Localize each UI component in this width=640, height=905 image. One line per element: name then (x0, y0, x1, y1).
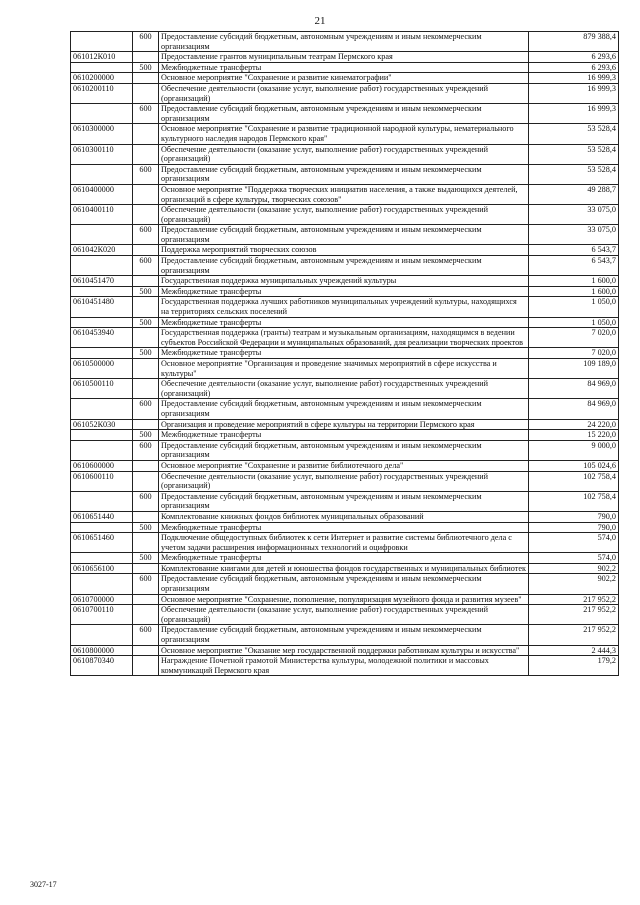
table-row (71, 645, 619, 656)
expense-type-cell: 600 (133, 440, 159, 460)
amount-cell: 902,2 (529, 574, 619, 594)
table-row (71, 359, 619, 379)
expense-type-cell: 600 (133, 225, 159, 245)
table-row (71, 419, 619, 430)
amount-cell: 902,2 (529, 563, 619, 574)
amount-cell: 6 293,6 (529, 62, 619, 73)
amount-cell: 790,0 (529, 511, 619, 522)
code-cell (71, 286, 133, 297)
code-cell: 0610400110 (71, 205, 133, 225)
expense-type-cell (133, 276, 159, 287)
amount-cell: 217 952,2 (529, 594, 619, 605)
item-name-cell: Предоставление субсидий бюджетным, автономным учреждениям и иным некоммерческим организациям (159, 32, 529, 52)
expense-type-cell: 600 (133, 491, 159, 511)
table-row (71, 144, 619, 164)
expense-type-cell (133, 124, 159, 144)
amount-cell: 84 969,0 (529, 399, 619, 419)
expense-type-cell: 600 (133, 625, 159, 645)
table-row (71, 245, 619, 256)
expense-type-cell (133, 419, 159, 430)
amount-cell: 15 220,0 (529, 430, 619, 441)
code-cell: 0610700110 (71, 605, 133, 625)
expense-type-cell (133, 245, 159, 256)
item-name-cell: Основное мероприятие "Сохранение и развитие традиционной народной культуры, нематериального культурного наследия народов Пермского края" (159, 124, 529, 144)
expense-type-cell (133, 144, 159, 164)
amount-cell: 217 952,2 (529, 605, 619, 625)
code-cell (71, 317, 133, 328)
expense-type-cell: 600 (133, 32, 159, 52)
item-name-cell: Основное мероприятие "Сохранение и развитие кинематографии" (159, 73, 529, 84)
code-cell (71, 430, 133, 441)
item-name-cell: Основное мероприятие "Организация и проведение значимых мероприятий в сфере искусства и культуры" (159, 359, 529, 379)
item-name-cell: Предоставление субсидий бюджетным, автономным учреждениям и иным некоммерческим организациям (159, 399, 529, 419)
code-cell: 0610651460 (71, 533, 133, 553)
code-cell: 061052К030 (71, 419, 133, 430)
item-name-cell: Предоставление грантов муниципальным театрам Пермского края (159, 52, 529, 63)
item-name-cell: Межбюджетные трансферты (159, 286, 529, 297)
amount-cell: 1 050,0 (529, 317, 619, 328)
table-row (71, 256, 619, 276)
table-row (71, 430, 619, 441)
expense-type-cell (133, 605, 159, 625)
page-number: 21 (314, 15, 326, 27)
table-row (71, 164, 619, 184)
amount-cell: 1 600,0 (529, 276, 619, 287)
item-name-cell: Межбюджетные трансферты (159, 62, 529, 73)
amount-cell: 2 444,3 (529, 645, 619, 656)
expense-type-cell: 600 (133, 574, 159, 594)
expense-type-cell (133, 533, 159, 553)
expense-type-cell: 600 (133, 104, 159, 124)
code-cell (71, 104, 133, 124)
expense-type-cell: 600 (133, 164, 159, 184)
table-row (71, 348, 619, 359)
amount-cell: 16 999,3 (529, 73, 619, 84)
code-cell: 0610656100 (71, 563, 133, 574)
code-cell (71, 32, 133, 52)
table-row (71, 625, 619, 645)
amount-cell: 24 220,0 (529, 419, 619, 430)
table-row (71, 563, 619, 574)
item-name-cell: Основное мероприятие "Сохранение и развитие библиотечного дела" (159, 460, 529, 471)
item-name-cell: Предоставление субсидий бюджетным, автономным учреждениям и иным некоммерческим организациям (159, 625, 529, 645)
amount-cell: 16 999,3 (529, 83, 619, 103)
expense-type-cell (133, 656, 159, 676)
item-name-cell: Предоставление субсидий бюджетным, автономным учреждениям и иным некоммерческим организациям (159, 574, 529, 594)
code-cell: 0610700000 (71, 594, 133, 605)
code-cell: 061042К020 (71, 245, 133, 256)
amount-cell: 53 528,4 (529, 124, 619, 144)
code-cell: 0610300000 (71, 124, 133, 144)
item-name-cell: Комплектование книгами для детей и юношества фондов государственных и муниципальных библиотек (159, 563, 529, 574)
table-row (71, 62, 619, 73)
expense-type-cell (133, 73, 159, 84)
table-row (71, 399, 619, 419)
amount-cell: 84 969,0 (529, 379, 619, 399)
amount-cell: 109 189,0 (529, 359, 619, 379)
code-cell (71, 553, 133, 564)
table-row (71, 52, 619, 63)
item-name-cell: Предоставление субсидий бюджетным, автономным учреждениям и иным некоммерческим организациям (159, 491, 529, 511)
item-name-cell: Обеспечение деятельности (оказание услуг, выполнение работ) государственных учреждений (организаций) (159, 144, 529, 164)
amount-cell: 102 758,4 (529, 471, 619, 491)
item-name-cell: Межбюджетные трансферты (159, 522, 529, 533)
amount-cell: 1 050,0 (529, 297, 619, 317)
code-cell (71, 625, 133, 645)
expense-type-cell (133, 563, 159, 574)
item-name-cell: Предоставление субсидий бюджетным, автономным учреждениям и иным некоммерческим организациям (159, 104, 529, 124)
item-name-cell: Основное мероприятие "Сохранение, пополнение, популяризация музейного фонда и развития музеев" (159, 594, 529, 605)
amount-cell: 6 543,7 (529, 245, 619, 256)
amount-cell: 53 528,4 (529, 164, 619, 184)
code-cell: 0610600000 (71, 460, 133, 471)
table-row (71, 124, 619, 144)
item-name-cell: Предоставление субсидий бюджетным, автономным учреждениям и иным некоммерческим организациям (159, 225, 529, 245)
table-row (71, 328, 619, 348)
table-row (71, 656, 619, 676)
item-name-cell: Предоставление субсидий бюджетным, автономным учреждениям и иным некоммерческим организациям (159, 440, 529, 460)
table-row (71, 184, 619, 204)
table-row (71, 605, 619, 625)
amount-cell: 6 543,7 (529, 256, 619, 276)
expense-type-cell: 500 (133, 430, 159, 441)
item-name-cell: Основное мероприятие "Поддержка творческих инициатив населения, а также выдающихся деятелей, организаций в сфере культуры, творческих союзов" (159, 184, 529, 204)
code-cell (71, 440, 133, 460)
amount-cell: 16 999,3 (529, 104, 619, 124)
item-name-cell: Межбюджетные трансферты (159, 348, 529, 359)
expense-type-cell (133, 83, 159, 103)
code-cell (71, 348, 133, 359)
item-name-cell: Поддержка мероприятий творческих союзов (159, 245, 529, 256)
expense-type-cell (133, 379, 159, 399)
table-row (71, 460, 619, 471)
item-name-cell: Предоставление субсидий бюджетным, автономным учреждениям и иным некоммерческим организациям (159, 164, 529, 184)
budget-table-body (71, 32, 619, 676)
amount-cell: 179,2 (529, 656, 619, 676)
amount-cell: 790,0 (529, 522, 619, 533)
item-name-cell: Государственная поддержка муниципальных учреждений культуры (159, 276, 529, 287)
code-cell: 0610451470 (71, 276, 133, 287)
code-cell: 0610500110 (71, 379, 133, 399)
table-row (71, 553, 619, 564)
code-cell: 0610800000 (71, 645, 133, 656)
item-name-cell: Комплектование книжных фондов библиотек муниципальных образований (159, 511, 529, 522)
expense-type-cell (133, 594, 159, 605)
code-cell: 0610200110 (71, 83, 133, 103)
item-name-cell: Обеспечение деятельности (оказание услуг, выполнение работ) государственных учреждений (организаций) (159, 205, 529, 225)
code-cell: 0610870340 (71, 656, 133, 676)
item-name-cell: Награждение Почетной грамотой Министерства культуры, молодежной политики и массовых коммуникаций Пермского края (159, 656, 529, 676)
code-cell (71, 522, 133, 533)
expense-type-cell: 600 (133, 399, 159, 419)
table-row (71, 594, 619, 605)
expense-type-cell (133, 471, 159, 491)
table-row (71, 32, 619, 52)
table-row (71, 73, 619, 84)
expense-type-cell: 500 (133, 62, 159, 73)
expense-type-cell (133, 184, 159, 204)
expense-type-cell (133, 511, 159, 522)
table-row (71, 297, 619, 317)
table-row (71, 83, 619, 103)
code-cell (71, 256, 133, 276)
table-row (71, 522, 619, 533)
amount-cell: 217 952,2 (529, 625, 619, 645)
item-name-cell: Предоставление субсидий бюджетным, автономным учреждениям и иным некоммерческим организациям (159, 256, 529, 276)
amount-cell: 53 528,4 (529, 144, 619, 164)
expense-type-cell: 500 (133, 522, 159, 533)
expense-type-cell: 500 (133, 553, 159, 564)
item-name-cell: Основное мероприятие "Оказание мер государственной поддержки работникам культуры и искусства" (159, 645, 529, 656)
code-cell (71, 574, 133, 594)
expense-type-cell: 500 (133, 286, 159, 297)
code-cell: 0610300110 (71, 144, 133, 164)
code-cell: 0610651440 (71, 511, 133, 522)
item-name-cell: Государственная поддержка (гранты) театрам и музыкальным организациям, находящимся в ведении субъектов Российской Федерации и муниципальных образований, для реализации творческих проектов (159, 328, 529, 348)
table-row (71, 491, 619, 511)
code-cell (71, 164, 133, 184)
code-cell: 0610453940 (71, 328, 133, 348)
code-cell: 0610451480 (71, 297, 133, 317)
amount-cell: 33 075,0 (529, 225, 619, 245)
amount-cell: 879 388,4 (529, 32, 619, 52)
expense-type-cell (133, 359, 159, 379)
table-row (71, 511, 619, 522)
table-row (71, 533, 619, 553)
amount-cell: 7 020,0 (529, 348, 619, 359)
code-cell (71, 62, 133, 73)
table-row (71, 104, 619, 124)
expense-type-cell (133, 205, 159, 225)
item-name-cell: Межбюджетные трансферты (159, 317, 529, 328)
item-name-cell: Обеспечение деятельности (оказание услуг, выполнение работ) государственных учреждений (организаций) (159, 605, 529, 625)
expense-type-cell: 500 (133, 317, 159, 328)
code-cell (71, 225, 133, 245)
code-cell: 0610200000 (71, 73, 133, 84)
expense-type-cell (133, 645, 159, 656)
table-row (71, 286, 619, 297)
amount-cell: 33 075,0 (529, 205, 619, 225)
expense-type-cell: 600 (133, 256, 159, 276)
item-name-cell: Межбюджетные трансферты (159, 553, 529, 564)
amount-cell: 574,0 (529, 533, 619, 553)
item-name-cell: Обеспечение деятельности (оказание услуг, выполнение работ) государственных учреждений (организаций) (159, 83, 529, 103)
table-row (71, 225, 619, 245)
amount-cell: 6 293,6 (529, 52, 619, 63)
item-name-cell: Подключение общедоступных библиотек к сети Интернет и развитие системы библиотечного дела с учетом задачи расширения информационных технологий и оцифровки (159, 533, 529, 553)
table-row (71, 317, 619, 328)
item-name-cell: Обеспечение деятельности (оказание услуг, выполнение работ) государственных учреждений (организаций) (159, 379, 529, 399)
table-row (71, 471, 619, 491)
table-row (71, 379, 619, 399)
amount-cell: 574,0 (529, 553, 619, 564)
footer-code: 3027-17 (30, 880, 57, 889)
code-cell: 0610600110 (71, 471, 133, 491)
table-row (71, 276, 619, 287)
expense-type-cell (133, 460, 159, 471)
amount-cell: 9 000,0 (529, 440, 619, 460)
amount-cell: 49 288,7 (529, 184, 619, 204)
code-cell (71, 399, 133, 419)
code-cell: 0610500000 (71, 359, 133, 379)
amount-cell: 7 020,0 (529, 328, 619, 348)
table-row (71, 205, 619, 225)
table-row (71, 440, 619, 460)
expense-type-cell (133, 297, 159, 317)
table-row (71, 574, 619, 594)
item-name-cell: Межбюджетные трансферты (159, 430, 529, 441)
item-name-cell: Обеспечение деятельности (оказание услуг, выполнение работ) государственных учреждений (организаций) (159, 471, 529, 491)
amount-cell: 105 024,6 (529, 460, 619, 471)
amount-cell: 1 600,0 (529, 286, 619, 297)
code-cell: 061012К010 (71, 52, 133, 63)
expense-type-cell: 500 (133, 348, 159, 359)
amount-cell: 102 758,4 (529, 491, 619, 511)
code-cell (71, 491, 133, 511)
expense-type-cell (133, 52, 159, 63)
expense-type-cell (133, 328, 159, 348)
code-cell: 0610400000 (71, 184, 133, 204)
item-name-cell: Организация и проведение мероприятий в сфере культуры на территории Пермского края (159, 419, 529, 430)
item-name-cell: Государственная поддержка лучших работников муниципальных учреждений культуры, находящихся на территориях сельских поселений (159, 297, 529, 317)
budget-table (70, 31, 619, 676)
